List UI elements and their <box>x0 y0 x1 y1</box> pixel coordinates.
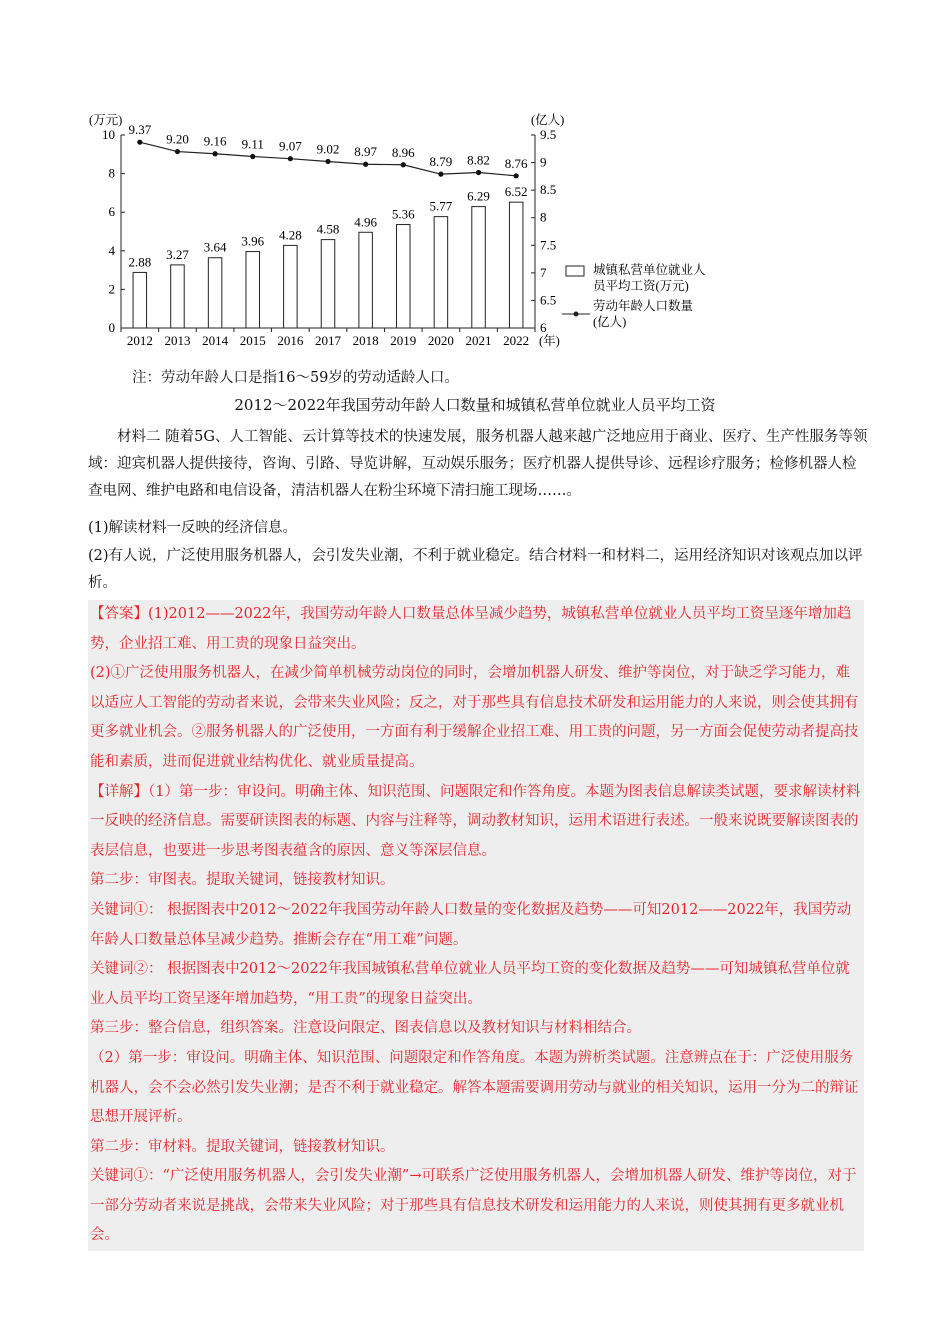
population-point <box>363 162 368 167</box>
right-tick-label: 6 <box>540 320 547 335</box>
right-tick-label: 9.5 <box>540 127 557 142</box>
x-tick-label: 2014 <box>202 333 229 348</box>
population-point <box>288 156 293 161</box>
chart-legend <box>562 262 706 329</box>
bar <box>133 272 147 328</box>
left-tick-label: 10 <box>102 127 115 142</box>
right-tick-label: 8.5 <box>540 182 557 198</box>
bar-data-label: 6.52 <box>504 184 528 200</box>
detail-2: 第二步：审图表。提取关键词，链接教材知识。 <box>90 872 395 889</box>
detail-1-text: （1）第一步：审设问。明确主体、知识范围、问题限定和作答角度。本题为图表信息解读类试题，要求解读材料一反映的经济信息。需要研读图表的标题、内容与注释等，调动教材知识，运用术语进行表述。一般来说既要解读图表的表层信息，也要进一步思考图表蕴含的原因、意义等深层信息。 <box>90 783 861 859</box>
population-data-label: 8.96 <box>391 144 415 160</box>
legend-bar-label-2: 员平均工资(万元) <box>593 279 689 293</box>
population-data-label: 9.07 <box>278 138 302 154</box>
detail-6: （2）第一步：审设问。明确主体、知识范围、问题限定和作答角度。本题为辨析类试题。注意辨点在于：广泛使用服务机器人，会不会必然引发失业潮；是否不利于就业稳定。解答本题需要调用劳动与就业的相关知识，运用一分为二的辩证思想开展评析。 <box>90 1049 859 1126</box>
chart-note: 注：劳动年龄人口是指16～59岁的劳动适龄人口。 <box>132 370 459 386</box>
left-tick-label: 4 <box>108 242 115 258</box>
population-point <box>137 140 142 145</box>
detail-7: 第二步：审材料。提取关键词，链接教材知识。 <box>90 1138 395 1155</box>
detail-3: 关键词①： 根据图表中2012～2022年我国劳动年龄人口数量的变化数据及趋势——可知2012——2022年，我国劳动年龄人口数量总体呈减少趋势。推断会存在“用工难”问题。 <box>90 901 852 948</box>
detail-5: 第三步：整合信息，组织答案。注意设问限定、图表信息以及教材知识与材料相结合。 <box>90 1020 641 1037</box>
population-data-label: 8.76 <box>504 155 528 171</box>
chart-caption: 2012～2022年我国劳动年龄人口数量和城镇私营单位就业人员平均工资 <box>234 396 716 414</box>
population-data-label: 9.20 <box>166 131 189 147</box>
bar <box>434 217 448 328</box>
population-point <box>476 170 481 175</box>
legend-line-marker <box>574 312 579 317</box>
bar <box>359 232 373 328</box>
x-tick-label: 2018 <box>352 333 379 348</box>
bar-data-label: 2.88 <box>128 254 152 270</box>
x-tick-label: 2019 <box>390 333 417 348</box>
answer-1 <box>88 600 864 659</box>
chart <box>88 108 748 358</box>
left-axis-unit: (万元) <box>89 113 123 127</box>
detail-8: 关键词①：“广泛使用服务机器人，会引发失业潮”→可联系广泛使用服务机器人，会增加机器人研发、维护等岗位，对于一部分劳动者来说是挑战，会带来失业风险；对于那些具有信息技术研发和运用能力的人来说，则使其拥有更多就业机会。 <box>90 1168 857 1244</box>
population-data-label: 9.02 <box>316 141 340 157</box>
population-point <box>325 159 330 164</box>
population-data-label: 9.16 <box>203 133 227 149</box>
bar <box>397 225 411 328</box>
right-axis-unit: (亿人) <box>531 113 565 127</box>
population-point <box>212 151 217 156</box>
bar-data-label: 4.28 <box>278 227 302 243</box>
answer-tag: 【答案】 <box>90 606 148 622</box>
detail-1 <box>88 778 864 867</box>
x-tick-label: 2016 <box>277 333 304 348</box>
bar-data-label: 3.27 <box>166 246 189 262</box>
legend-bar-label-1: 城镇私营单位就业人 <box>593 263 706 277</box>
detail-tag: 【详解】 <box>90 783 148 800</box>
question-2: (2)有人说，广泛使用服务机器人，会引发失业潮，不利于就业稳定。结合材料一和材料二，运用经济知识对该观点加以评析。 <box>88 548 863 591</box>
population-data-label: 8.82 <box>467 152 490 168</box>
bar-data-label: 6.29 <box>467 188 490 204</box>
bar <box>472 207 486 328</box>
bar-data-label: 4.96 <box>354 214 378 230</box>
material-two: 材料二 随着5G、人工智能、云计算等技术的快速发展，服务机器人越来越广泛地应用于商业、医疗、生产性服务等领域：迎宾机器人提供接待，咨询、引路、导览讲解，互动娱乐服务；医疗机器人提供导诊、远程诊疗服务；检修机器人检查电网、维护电路和电信设备，清洁机器人在粉尘环境下清扫施工现场……。 <box>88 429 868 499</box>
bar-data-label: 3.64 <box>203 239 227 255</box>
bar <box>284 245 298 328</box>
bar <box>509 202 523 328</box>
population-point <box>175 149 180 154</box>
left-tick-label: 6 <box>108 204 115 220</box>
bar <box>171 265 185 328</box>
population-data-label: 9.37 <box>128 122 152 138</box>
left-tick-label: 2 <box>108 281 115 297</box>
answer-2: (2)①广泛使用服务机器人，在减少简单机械劳动岗位的同时，会增加机器人研发、维护等岗位，对于缺乏学习能力，难以适应人工智能的劳动者来说，会带来失业风险；反之，对于那些具有信息技术研发和运用能力的人来说，则会使其拥有更多就业机会。②服务机器人的广泛使用，一方面有利于缓解企业招工难、用工贵的问题，另一方面会促使劳动者提高技能和素质，进而促进就业结构优化、就业质量提高。 <box>90 665 859 770</box>
x-tick-label: 2020 <box>427 333 454 348</box>
population-point <box>514 173 519 178</box>
x-tick-label: 2012 <box>126 333 153 348</box>
legend-line-label-2: (亿人) <box>593 315 627 329</box>
population-data-label: 9.11 <box>241 136 264 152</box>
population-point <box>401 162 406 167</box>
population-point <box>250 154 255 159</box>
answer-section <box>88 600 864 1251</box>
population-point <box>438 172 443 177</box>
legend-line-label-1: 劳动年龄人口数量 <box>593 299 694 313</box>
x-tick-label: 2021 <box>465 333 492 348</box>
bar-data-label: 4.58 <box>316 221 340 237</box>
right-tick-label: 7 <box>540 264 547 280</box>
x-tick-label: 2015 <box>239 333 266 348</box>
right-tick-label: 9 <box>540 154 547 170</box>
detail-4: 关键词②： 根据图表中2012～2022年我国城镇私营单位就业人员平均工资的变化数据及趋势——可知城镇私营单位就业人员平均工资呈逐年增加趋势，“用工贵”的现象日益突出。 <box>90 961 850 1007</box>
left-tick-label: 8 <box>108 165 115 181</box>
bar <box>321 240 335 328</box>
legend-bar-swatch <box>566 266 584 276</box>
bar-data-label: 3.96 <box>241 233 265 249</box>
right-tick-label: 7.5 <box>540 237 557 253</box>
bar-data-label: 5.36 <box>391 206 415 222</box>
x-tick-label: 2022 <box>503 333 530 348</box>
x-tick-label: 2013 <box>164 333 191 348</box>
bar <box>208 258 222 328</box>
x-tick-label: 2017 <box>315 333 341 348</box>
population-data-label: 8.97 <box>354 144 378 160</box>
right-tick-label: 6.5 <box>540 292 557 308</box>
answer-1-text: (1)2012——2022年，我国劳动年龄人口数量总体呈减少趋势，城镇私营单位就业人员平均工资呈逐年增加趋势，企业招工难、用工贵的现象日益突出。 <box>90 606 852 652</box>
question-1: (1)解读材料一反映的经济信息。 <box>88 520 298 536</box>
left-tick-label: 0 <box>108 320 115 335</box>
right-tick-label: 8 <box>540 209 547 225</box>
x-axis-unit: (年) <box>539 334 560 348</box>
bar <box>246 252 260 328</box>
population-data-label: 8.79 <box>429 154 453 170</box>
bar-data-label: 5.77 <box>429 198 453 214</box>
